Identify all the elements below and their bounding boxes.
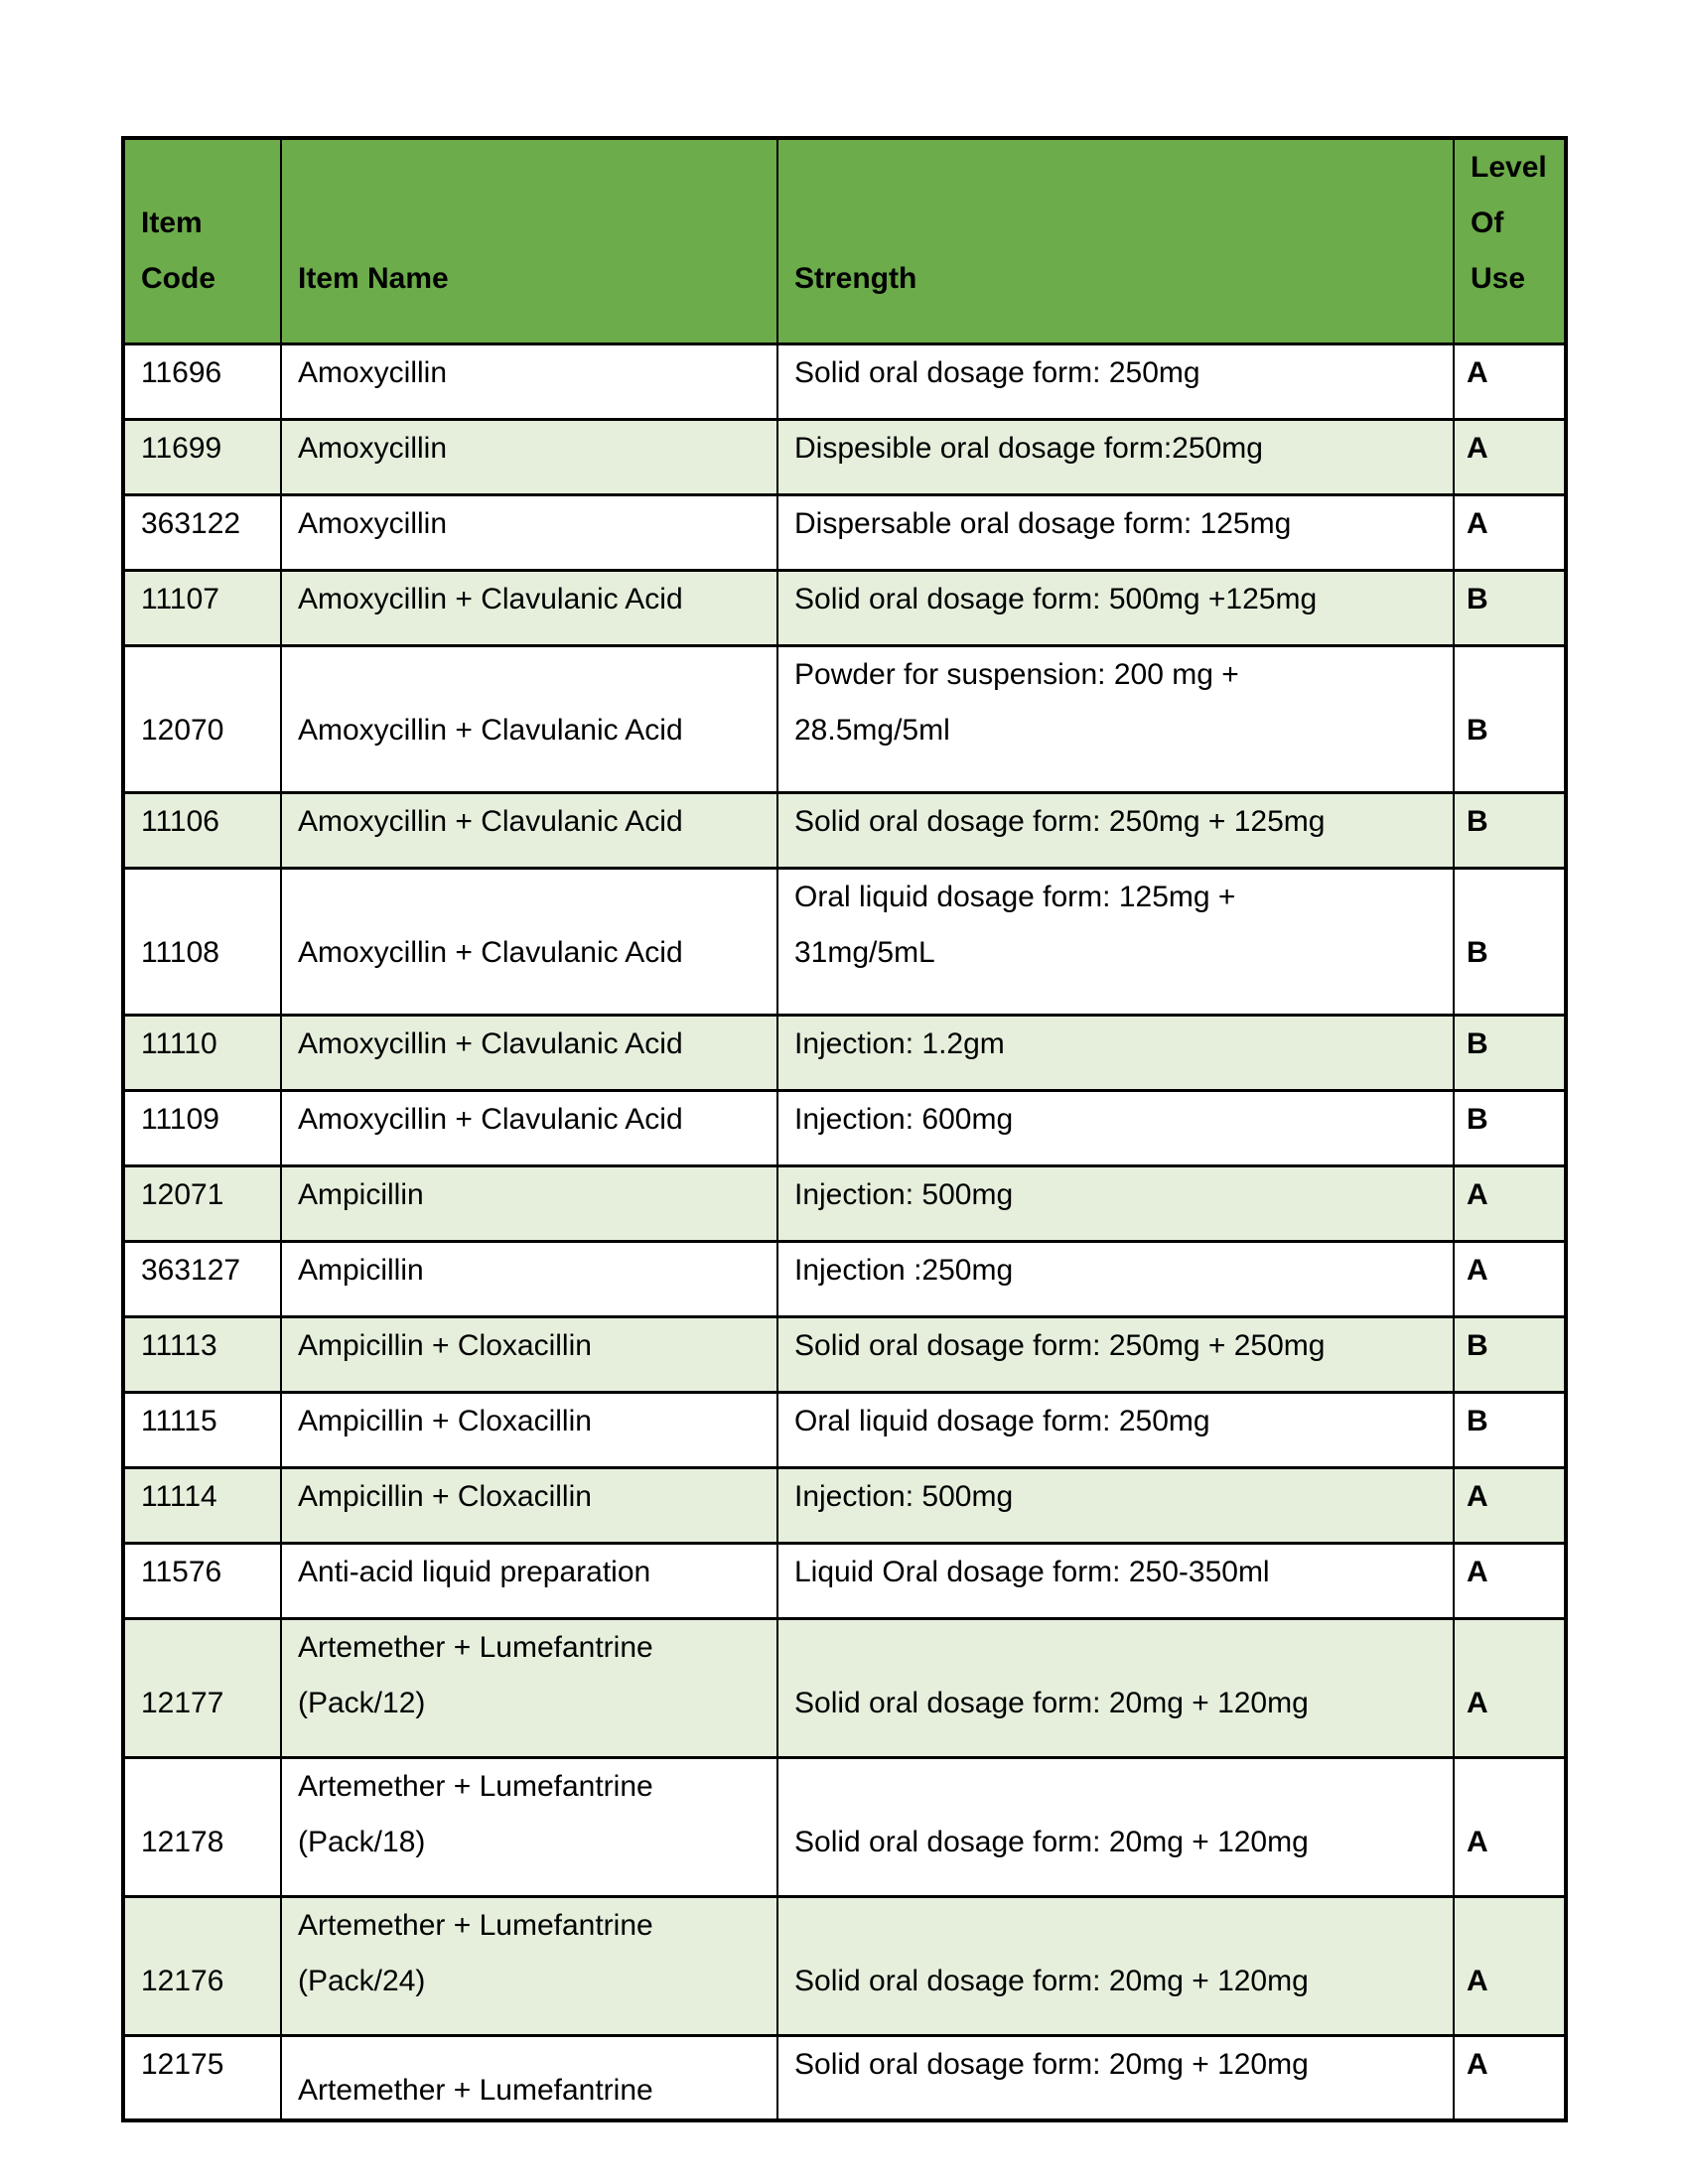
item-name-cell xyxy=(281,1393,777,1468)
cell-text-line: 11576 xyxy=(141,1556,222,1588)
cell-text-line: 12177 xyxy=(141,1687,224,1719)
item-name-cell xyxy=(281,2036,777,2121)
item-code-cell xyxy=(123,1393,281,1468)
table-row xyxy=(123,793,1566,869)
cell-text-line: Injection: 1.2gm xyxy=(794,1027,1005,1060)
cell-text-line: Solid oral dosage form: 250mg xyxy=(794,356,1200,389)
table-row xyxy=(123,1242,1566,1317)
level-cell xyxy=(1454,1166,1566,1242)
strength-cell xyxy=(777,1619,1454,1758)
item-code-cell xyxy=(123,1091,281,1166)
cell-text-line: Amoxycillin xyxy=(298,432,448,465)
item-code-cell xyxy=(123,571,281,646)
strength-cell xyxy=(777,1317,1454,1393)
cell-text-line: Solid oral dosage form: 20mg + 120mg xyxy=(794,1687,1309,1719)
strength-cell xyxy=(777,1091,1454,1166)
cell-text-line: Injection: 500mg xyxy=(794,1480,1014,1513)
cell-text-line: Injection: 500mg xyxy=(794,1178,1014,1211)
cell-text-line: 11106 xyxy=(141,805,219,838)
cell-text-line: A xyxy=(1467,1254,1488,1287)
level-cell xyxy=(1454,495,1566,571)
cell-text-line: Dispesible oral dosage form:250mg xyxy=(794,432,1263,465)
header-label-line: Strength xyxy=(794,262,917,295)
item-name-cell xyxy=(281,571,777,646)
cell-text-line: 11110 xyxy=(141,1027,217,1060)
level-cell xyxy=(1454,1897,1566,2036)
cell-text-line: Ampicillin + Cloxacillin xyxy=(298,1329,592,1362)
strength-cell xyxy=(777,1016,1454,1091)
level-cell xyxy=(1454,1393,1566,1468)
cell-text-line: Injection :250mg xyxy=(794,1254,1014,1287)
cell-text-line: B xyxy=(1467,583,1488,615)
cell-text-line: B xyxy=(1467,1405,1488,1437)
strength-cell xyxy=(777,1242,1454,1317)
strength-cell xyxy=(777,869,1454,1016)
cell-text-line: 11113 xyxy=(141,1329,217,1362)
item-name-cell xyxy=(281,1166,777,1242)
level-cell xyxy=(1454,869,1566,1016)
strength-cell xyxy=(777,344,1454,420)
cell-text-line: 12071 xyxy=(141,1178,224,1211)
cell-text-line: Solid oral dosage form: 20mg + 120mg xyxy=(794,2048,1309,2081)
cell-text-line: 11115 xyxy=(141,1405,217,1437)
cell-text-line: B xyxy=(1467,1103,1488,1136)
header-label-line: Use xyxy=(1471,262,1526,295)
table-row xyxy=(123,420,1566,495)
header-row xyxy=(123,138,1566,344)
item-name-cell xyxy=(281,793,777,869)
item-code-cell xyxy=(123,1897,281,2036)
level-cell xyxy=(1454,1468,1566,1544)
strength-cell xyxy=(777,1897,1454,2036)
item-name-cell xyxy=(281,1016,777,1091)
cell-text-line: 11696 xyxy=(141,356,222,389)
level-cell xyxy=(1454,1758,1566,1897)
item-name-cell xyxy=(281,1544,777,1619)
cell-text-line: (Pack/24) xyxy=(298,1965,426,1997)
cell-text-line: Artemether + Lumefantrine xyxy=(298,2074,653,2107)
table-row xyxy=(123,1897,1566,2036)
cell-text-line: Amoxycillin + Clavulanic Acid xyxy=(298,805,683,838)
cell-text-line: Artemether + Lumefantrine xyxy=(298,1909,653,1942)
cell-text-line: Solid oral dosage form: 250mg + 250mg xyxy=(794,1329,1326,1362)
item-code-cell xyxy=(123,1468,281,1544)
cell-text-line: Artemether + Lumefantrine xyxy=(298,1631,653,1664)
cell-text-line: Oral liquid dosage form: 250mg xyxy=(794,1405,1210,1437)
cell-text-line: (Pack/12) xyxy=(298,1687,426,1719)
cell-text-line: 11108 xyxy=(141,936,219,969)
table-row xyxy=(123,1468,1566,1544)
table-row xyxy=(123,1544,1566,1619)
cell-text-line: Solid oral dosage form: 250mg + 125mg xyxy=(794,805,1326,838)
item-code-cell xyxy=(123,420,281,495)
cell-text-line: Powder for suspension: 200 mg + xyxy=(794,658,1239,691)
cell-text-line: Amoxycillin xyxy=(298,507,448,540)
cell-text-line: Solid oral dosage form: 500mg +125mg xyxy=(794,583,1318,615)
cell-text-line: 12178 xyxy=(141,1826,224,1858)
cell-text-line: Amoxycillin + Clavulanic Acid xyxy=(298,1027,683,1060)
table-row xyxy=(123,646,1566,793)
item-code-cell xyxy=(123,1242,281,1317)
item-name-cell xyxy=(281,869,777,1016)
item-code-cell xyxy=(123,495,281,571)
cell-text-line: 363122 xyxy=(141,507,241,540)
item-code-cell xyxy=(123,1166,281,1242)
item-code-cell xyxy=(123,1544,281,1619)
cell-text-line: 11107 xyxy=(141,583,219,615)
table-row xyxy=(123,1758,1566,1897)
item-code-cell xyxy=(123,1317,281,1393)
item-name-cell xyxy=(281,1468,777,1544)
table-row xyxy=(123,1619,1566,1758)
cell-text-line: Amoxycillin + Clavulanic Acid xyxy=(298,714,683,747)
item-name-cell xyxy=(281,1317,777,1393)
cell-text-line: Injection: 600mg xyxy=(794,1103,1014,1136)
cell-text-line: A xyxy=(1467,507,1488,540)
level-cell xyxy=(1454,793,1566,869)
strength-cell xyxy=(777,1468,1454,1544)
column-header-level-of-use xyxy=(1454,138,1566,344)
cell-text-line: Ampicillin + Cloxacillin xyxy=(298,1405,592,1437)
table-row xyxy=(123,495,1566,571)
strength-cell xyxy=(777,1393,1454,1468)
cell-text-line: 11114 xyxy=(141,1480,217,1513)
table-row xyxy=(123,1317,1566,1393)
table-row xyxy=(123,1393,1566,1468)
cell-text-line: B xyxy=(1467,1329,1488,1362)
cell-text-line: 28.5mg/5ml xyxy=(794,714,950,747)
cell-text-line: Ampicillin xyxy=(298,1178,424,1211)
level-cell xyxy=(1454,1544,1566,1619)
table-row xyxy=(123,2036,1566,2121)
level-cell xyxy=(1454,344,1566,420)
cell-text-line: A xyxy=(1467,1480,1488,1513)
strength-cell xyxy=(777,420,1454,495)
strength-cell xyxy=(777,646,1454,793)
item-code-cell xyxy=(123,793,281,869)
strength-cell xyxy=(777,2036,1454,2121)
cell-text-line: Amoxycillin + Clavulanic Acid xyxy=(298,936,683,969)
level-cell xyxy=(1454,2036,1566,2121)
strength-cell xyxy=(777,1758,1454,1897)
cell-text-line: Amoxycillin + Clavulanic Acid xyxy=(298,1103,683,1136)
cell-text-line: A xyxy=(1467,1826,1488,1858)
table-row xyxy=(123,571,1566,646)
level-cell xyxy=(1454,571,1566,646)
level-cell xyxy=(1454,1619,1566,1758)
cell-text-line: Amoxycillin + Clavulanic Acid xyxy=(298,583,683,615)
cell-text-line: A xyxy=(1467,1687,1488,1719)
table-row xyxy=(123,1091,1566,1166)
cell-text-line: A xyxy=(1467,1965,1488,1997)
item-name-cell xyxy=(281,1758,777,1897)
items-table xyxy=(121,136,1568,2122)
strength-cell xyxy=(777,1544,1454,1619)
header-label-line: Item xyxy=(141,206,203,239)
strength-cell xyxy=(777,495,1454,571)
cell-text-line: Dispersable oral dosage form: 125mg xyxy=(794,507,1292,540)
cell-text-line: A xyxy=(1467,432,1488,465)
strength-cell xyxy=(777,571,1454,646)
level-cell xyxy=(1454,1317,1566,1393)
item-name-cell xyxy=(281,344,777,420)
item-code-cell xyxy=(123,1619,281,1758)
item-name-cell xyxy=(281,1091,777,1166)
cell-text-line: Amoxycillin xyxy=(298,356,448,389)
cell-text-line: A xyxy=(1467,1556,1488,1588)
item-name-cell xyxy=(281,1619,777,1758)
level-cell xyxy=(1454,646,1566,793)
cell-text-line: Solid oral dosage form: 20mg + 120mg xyxy=(794,1965,1309,1997)
cell-text-line: A xyxy=(1467,2048,1488,2081)
table-row xyxy=(123,1166,1566,1242)
cell-text-line: A xyxy=(1467,1178,1488,1211)
item-code-cell xyxy=(123,344,281,420)
cell-text-line: 12070 xyxy=(141,714,224,747)
cell-text-line: B xyxy=(1467,805,1488,838)
strength-cell xyxy=(777,1166,1454,1242)
table-row xyxy=(123,344,1566,420)
cell-text-line: Artemether + Lumefantrine xyxy=(298,1770,653,1803)
cell-text-line: 11109 xyxy=(141,1103,219,1136)
cell-text-line: 363127 xyxy=(141,1254,241,1287)
table-row xyxy=(123,1016,1566,1091)
cell-text-line: 12176 xyxy=(141,1965,224,1997)
table-body xyxy=(123,344,1566,2121)
item-name-cell xyxy=(281,420,777,495)
header-label-line: Code xyxy=(141,262,215,295)
item-code-cell xyxy=(123,869,281,1016)
cell-text-line: B xyxy=(1467,714,1488,747)
cell-text-line: Solid oral dosage form: 20mg + 120mg xyxy=(794,1826,1309,1858)
item-code-cell xyxy=(123,646,281,793)
column-header-strength xyxy=(777,138,1454,344)
table-header xyxy=(123,138,1566,344)
header-label-line: Level xyxy=(1471,151,1547,184)
table-row xyxy=(123,869,1566,1016)
header-label-line: Of xyxy=(1471,206,1504,239)
cell-text-line: Oral liquid dosage form: 125mg + xyxy=(794,881,1236,913)
level-cell xyxy=(1454,420,1566,495)
cell-text-line: Ampicillin + Cloxacillin xyxy=(298,1480,592,1513)
item-code-cell xyxy=(123,1016,281,1091)
column-header-item-code xyxy=(123,138,281,344)
cell-text-line: Liquid Oral dosage form: 250-350ml xyxy=(794,1556,1270,1588)
item-name-cell xyxy=(281,1242,777,1317)
header-label-line: Item Name xyxy=(298,262,449,295)
item-code-cell xyxy=(123,1758,281,1897)
cell-text-line: 12175 xyxy=(141,2048,224,2081)
cell-text-line: (Pack/18) xyxy=(298,1826,426,1858)
item-name-cell xyxy=(281,1897,777,2036)
cell-text-line: Ampicillin xyxy=(298,1254,424,1287)
item-code-cell xyxy=(123,2036,281,2121)
cell-text-line: Anti-acid liquid preparation xyxy=(298,1556,651,1588)
cell-text-line: 31mg/5mL xyxy=(794,936,935,969)
item-name-cell xyxy=(281,495,777,571)
column-header-item-name xyxy=(281,138,777,344)
level-cell xyxy=(1454,1091,1566,1166)
cell-text-line: B xyxy=(1467,1027,1488,1060)
cell-text-line: 11699 xyxy=(141,432,222,465)
level-cell xyxy=(1454,1016,1566,1091)
item-name-cell xyxy=(281,646,777,793)
strength-cell xyxy=(777,793,1454,869)
cell-text-line: B xyxy=(1467,936,1488,969)
cell-text-line: A xyxy=(1467,356,1488,389)
level-cell xyxy=(1454,1242,1566,1317)
